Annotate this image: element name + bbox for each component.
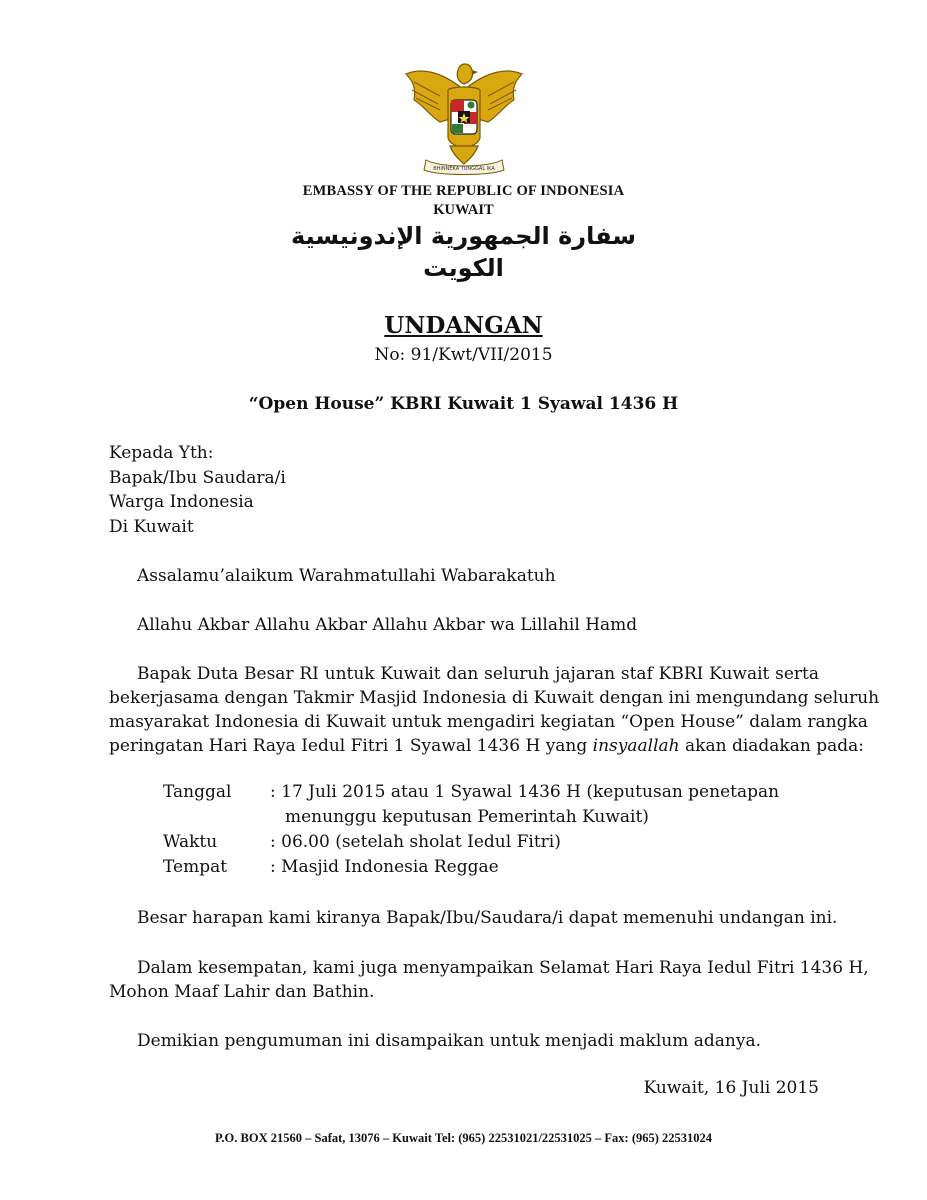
closing-paragraph: Demikian pengumuman ini disampaikan untuk menjadi maklum adanya. — [137, 1031, 761, 1051]
recipient-line: Di Kuwait — [109, 516, 194, 537]
body-line-text: akan diadakan pada: — [679, 736, 864, 756]
garuda-emblem-icon — [400, 60, 528, 178]
body-line: masyarakat Indonesia di Kuwait untuk mengadiri kegiatan “Open House” dalam rangka — [109, 712, 868, 732]
recipient-line: Kepada Yth: — [109, 443, 214, 463]
wishes-paragraph — [109, 956, 869, 1004]
body-line-emphasis: insyaallah — [592, 736, 680, 756]
recipient-line: Bapak/Ibu Saudara/i — [109, 467, 286, 488]
document-title: UNDANGAN — [384, 312, 543, 339]
hope-paragraph: Besar harapan kami kiranya Bapak/Ibu/Saudara/i dapat memenuhi undangan ini. — [137, 908, 838, 928]
emblem-motto: BHINNEKA TUNGGAL IKA — [433, 166, 495, 172]
body-line: Bapak Duta Besar RI untuk Kuwait dan seluruh jajaran staf KBRI Kuwait serta — [137, 664, 819, 684]
embassy-country: KUWAIT — [433, 202, 494, 218]
wishes-line: Dalam kesempatan, kami juga menyampaikan Selamat Hari Raya Iedul Fitri 1436 H, — [137, 958, 869, 978]
footer-contact: P.O. BOX 21560 – Safat, 13076 – Kuwait Tel: (965) 22531021/22531025 – Fax: (965) 22531024 — [214, 1131, 713, 1145]
recipient-line: Warga Indonesia — [109, 492, 254, 512]
body-paragraph — [109, 662, 880, 758]
document-number: No: 91/Kwt/VII/2015 — [374, 345, 553, 365]
embassy-name-arabic: سفارة الجمهورية الإندونيسية — [291, 222, 636, 250]
detail-label: Tanggal — [163, 782, 232, 802]
detail-label: Waktu — [163, 832, 218, 852]
detail-value: : 06.00 (setelah sholat Iedul Fitri) — [270, 832, 561, 852]
detail-value: : Masjid Indonesia Reggae — [270, 857, 499, 877]
letter-date: Kuwait, 16 Juli 2015 — [643, 1078, 819, 1098]
detail-label: Tempat — [163, 857, 228, 877]
embassy-name: EMBASSY OF THE REPUBLIC OF INDONESIA — [302, 183, 625, 199]
document-subject: “Open House” KBRI Kuwait 1 Syawal 1436 H — [248, 394, 679, 414]
takbir: Allahu Akbar Allahu Akbar Allahu Akbar wa Lillahil Hamd — [137, 615, 638, 635]
wishes-line: Mohon Maaf Lahir dan Bathin. — [109, 982, 375, 1002]
recipient-block — [109, 441, 286, 539]
body-line-text: peringatan Hari Raya Iedul Fitri 1 Syawal 1436 H yang — [109, 736, 593, 756]
greeting: Assalamu’alaikum Warahmatullahi Wabarakatuh — [137, 566, 556, 586]
detail-value: menunggu keputusan Pemerintah Kuwait) — [285, 807, 649, 827]
body-line: bekerjasama dengan Takmir Masjid Indonesia di Kuwait dengan ini mengundang seluruh — [109, 688, 880, 708]
body-line — [109, 734, 864, 758]
embassy-country-arabic: الكويت — [423, 254, 504, 282]
detail-value: : 17 Juli 2015 atau 1 Syawal 1436 H (keputusan penetapan — [270, 782, 780, 802]
